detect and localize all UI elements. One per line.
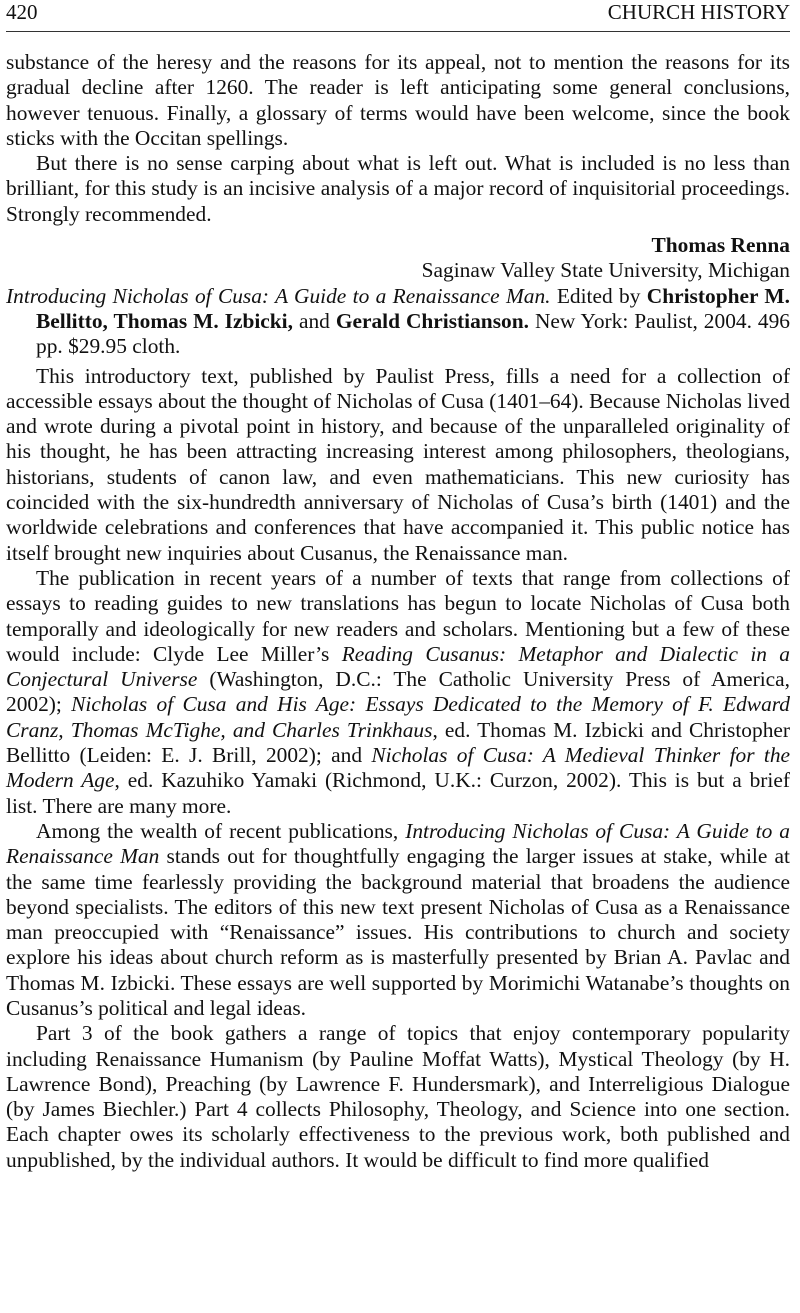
review-paragraph: The publication in recent years of a number of texts that range from collections of essays to reading guides to new translations has begun to locate Nicholas of Cusa both temporally and ideologically for new readers and scholars. Mentioning but a few of these would include: Clyde Lee Miller’s Reading Cusanus: Metaphor and Dialectic in a Conjectural Universe (Washington, D.C.: The Catholic University Press of America, 2002); Nicholas of Cusa and His Age: Essays Dedicated to the Memory of F. Edward Cranz, Thomas McTighe, and Charles Trinkhaus, ed. Thomas M. Izbicki and Christopher Bellitto (Leiden: E. J. Brill, 2002); and Nicholas of Cusa: A Medieval Thinker for the Modern Age, ed. Kazuhiko Yamaki (Richmond, U.K.: Curzon, 2002). This is but a brief list. There are many more. [6, 565, 791, 818]
reviewer-name: Thomas Renna [651, 233, 790, 258]
book-title: Introducing Nicholas of Cusa: A Guide to a Renaissance Man. [6, 283, 551, 308]
review-paragraph: Among the wealth of recent publications, Introducing Nicholas of Cusa: A Guide to a Renaissance Man stands out for thoughtfully engaging the larger issues at stake, while at the same time fearlessly providing the background material that broadens the audience beyond specialists. The editors of this new text present Nicholas of Cusa as a Renaissance man preoccupied with “Renaissance” issues. His contributions to church and society explore his ideas about church reform as is masterfully presented by Brian A. Pavlac and Thomas M. Izbicki. These essays are well supported by Morimichi Watanabe’s thoughts on Cusanus’s political and legal ideas. [6, 818, 790, 1020]
book-editors: Gerald Christianson. [335, 308, 529, 333]
publication-details: New York: Paulist, 2004. 496 pp. $29.95 cloth. [36, 308, 790, 359]
running-header [6, 0, 790, 30]
book-citation: Introducing Nicholas of Cusa: A Guide to a Renaissance Man. Edited by Christopher M. Bellitto, Thomas M. Izbicki, and Gerald Christianson. New York: Paulist, 2004. 496 pp. $29.95 cloth. [6, 283, 790, 359]
review-paragraph: Part 3 of the book gathers a range of topics that enjoy contemporary popularity including Renaissance Humanism (by Pauline Moffat Watts), Mystical Theology (by H. Lawrence Bond), Preaching (by Lawrence F. Hundersmark), and Interreligious Dialogue (by James Biechler.) Part 4 collects Philosophy, Theology, and Science into one section. Each chapter owes its scholarly effectiveness to the previous work, both published and unpublished, by the individual authors. It would be difficult to find more qualified [6, 1021, 790, 1172]
header-rule [6, 31, 790, 32]
journal-title: CHURCH HISTORY [607, 0, 790, 24]
previous-review-paragraph: substance of the heresy and the reasons for its appeal, not to mention the reasons for its gradual decline after 1260. The reader is left anticipating some general conclusions, however tenuous. Finally, a glossary of terms would have been welcome, since the book sticks with the Occitan spellings. [6, 50, 790, 150]
book-editors: Christopher M. Bellitto, Thomas M. Izbicki, [36, 283, 790, 333]
reviewer-affiliation: Saginaw Valley State University, Michigan [421, 258, 790, 283]
page-body [6, 50, 790, 1173]
page-number: 420 [6, 0, 38, 24]
previous-review-paragraph: But there is no sense carping about what is left out. What is included is no less than brilliant, for this study is an incisive analysis of a major record of inquisitorial proceedings. Strongly recommended. [6, 151, 790, 226]
review-paragraph: This introductory text, published by Paulist Press, fills a need for a collection of accessible essays about the thought of Nicholas of Cusa (1401–64). Because Nicholas lived and wrote during a pivotal point in history, and because of the unparalleled originality of his thought, he has been attracting increasing interest among philosophers, theologians, historians, students of canon law, and even mathematicians. This new curiosity has coincided with the six-hundredth anniversary of Nicholas of Cusa’s birth (1401) and the worldwide celebrations and conferences that have accompanied it. This public notice has itself brought new inquiries about Cusanus, the Renaissance man. [6, 363, 790, 565]
reviewer-signature [6, 233, 790, 284]
